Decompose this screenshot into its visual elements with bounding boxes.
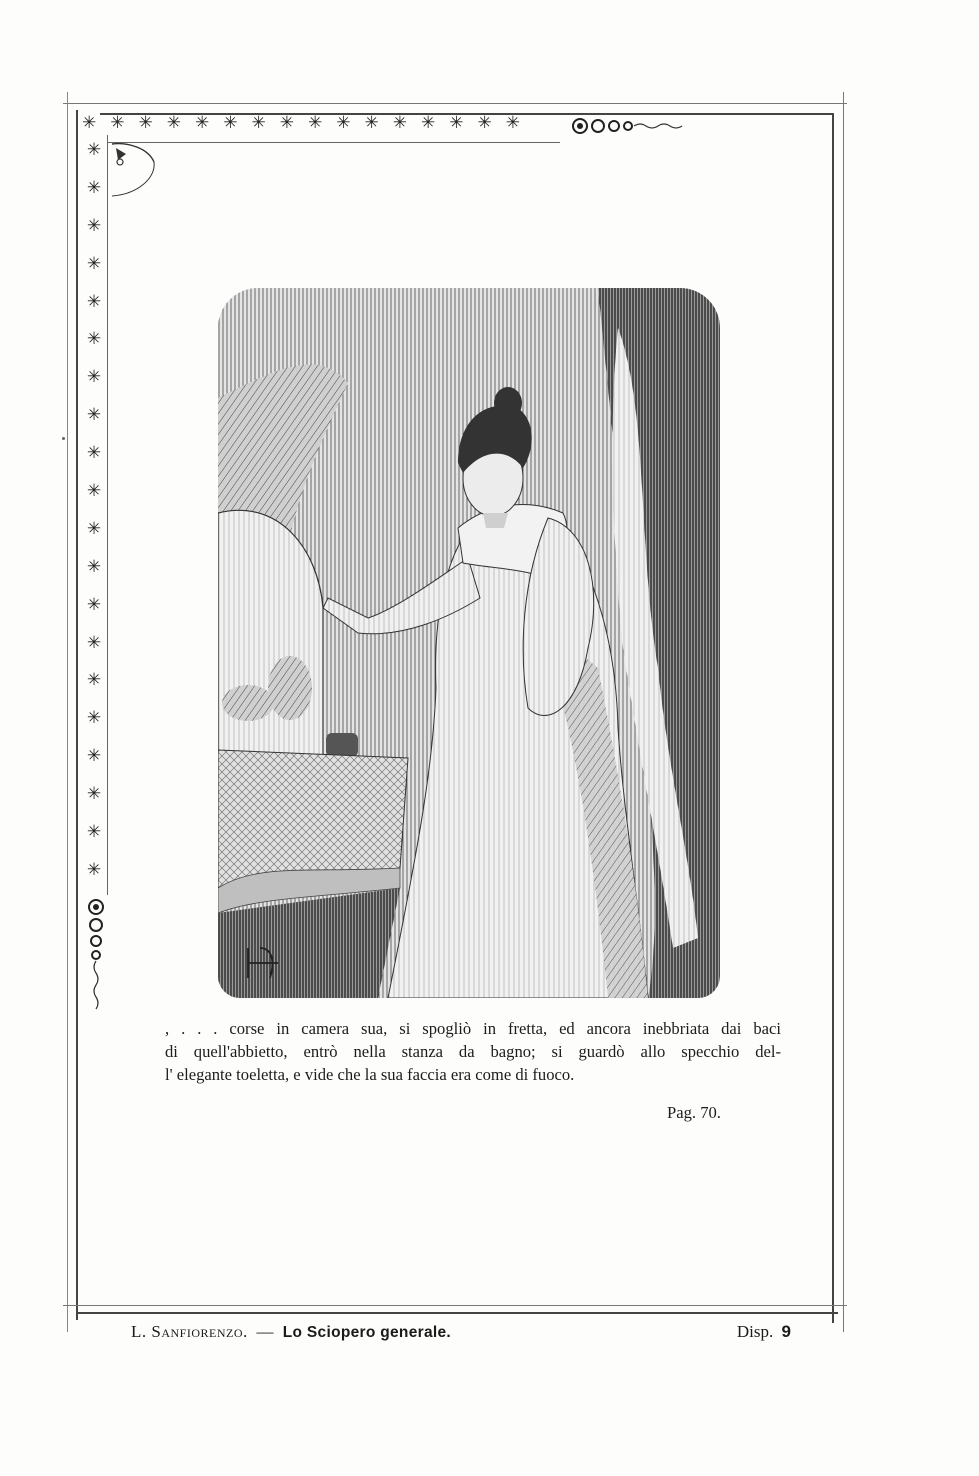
corner-flourish-icon bbox=[108, 138, 158, 198]
page-reference: Pag. 70. bbox=[667, 1103, 721, 1122]
frame-right-outer-rule bbox=[843, 92, 844, 1332]
star-ornament-icon: ✳ bbox=[82, 113, 97, 133]
star-ornament-icon: ✳ bbox=[251, 113, 266, 133]
frame-right-inner-rule bbox=[832, 113, 834, 1323]
book-title: Lo Sciopero generale. bbox=[282, 1324, 451, 1341]
illustration-caption bbox=[165, 1017, 781, 1086]
star-ornament-icon: ✳ bbox=[86, 405, 102, 426]
author-surname: Sanfiorenzo. bbox=[151, 1322, 248, 1341]
star-ornament-icon: ✳ bbox=[86, 291, 102, 312]
star-ornament-icon: ✳ bbox=[336, 113, 351, 133]
star-ornament-icon: ✳ bbox=[195, 113, 210, 133]
frame-bottom-outer-rule bbox=[63, 1305, 847, 1306]
dispensa-marker bbox=[737, 1322, 791, 1342]
ornament-inner-top-rule bbox=[108, 142, 560, 143]
star-ornament-icon: ✳ bbox=[166, 113, 181, 133]
star-ornament-icon: ✳ bbox=[477, 113, 492, 133]
star-ornament-icon: ✳ bbox=[86, 481, 102, 502]
dispensa-number: 9 bbox=[781, 1322, 791, 1341]
caption-line: , . . . corse in camera sua, si spogliò in fretta, ed ancora inebbriata dai baci bbox=[165, 1019, 781, 1038]
star-ornament-icon: ✳ bbox=[223, 113, 238, 133]
star-ornament-icon: ✳ bbox=[86, 329, 102, 350]
dispensa-label: Disp. bbox=[736, 1322, 774, 1341]
star-ornament-icon: ✳ bbox=[86, 443, 102, 464]
frame-bottom-inner-rule bbox=[78, 1312, 838, 1314]
star-ornament-icon: ✳ bbox=[86, 253, 102, 274]
caption-line: l' elegante toeletta, e vide che la sua faccia era come di fuoco. bbox=[165, 1065, 575, 1084]
engraving-woman-at-mirror-icon bbox=[218, 288, 720, 998]
star-ornament-icon: ✳ bbox=[86, 859, 102, 880]
scroll-flourish-left-icon bbox=[84, 895, 108, 1025]
star-ornament-icon: ✳ bbox=[86, 177, 102, 198]
footer-separator: — bbox=[256, 1322, 275, 1341]
star-ornament-icon: ✳ bbox=[86, 140, 102, 160]
star-ornament-icon: ✳ bbox=[86, 784, 102, 805]
star-ornament-icon: ✳ bbox=[364, 113, 379, 133]
frame-left-inner-rule bbox=[76, 110, 78, 1320]
star-ornament-icon: ✳ bbox=[86, 670, 102, 691]
scroll-flourish-icon bbox=[568, 114, 693, 138]
star-ornament-icon: ✳ bbox=[449, 113, 464, 133]
star-ornament-icon: ✳ bbox=[86, 518, 102, 539]
top-ornament-border bbox=[82, 110, 554, 136]
engraving-illustration bbox=[218, 288, 720, 998]
author-initial: L. bbox=[131, 1322, 147, 1341]
star-ornament-icon: ✳ bbox=[138, 113, 153, 133]
star-ornament-icon: ✳ bbox=[110, 113, 125, 133]
star-ornament-icon: ✳ bbox=[279, 113, 294, 133]
star-ornament-icon: ✳ bbox=[308, 113, 323, 133]
frame-top-outer-rule bbox=[63, 103, 847, 104]
left-ornament-border bbox=[81, 140, 107, 880]
star-ornament-icon: ✳ bbox=[421, 113, 436, 133]
ornament-inner-left-rule bbox=[107, 135, 108, 895]
star-ornament-icon: ✳ bbox=[86, 556, 102, 577]
caption-line: di quell'abbietto, entrò nella stanza da bagno; si guardò allo specchio del- bbox=[165, 1042, 781, 1061]
star-ornament-icon: ✳ bbox=[86, 632, 102, 653]
star-ornament-icon: ✳ bbox=[392, 113, 407, 133]
star-ornament-icon: ✳ bbox=[86, 746, 102, 767]
star-ornament-icon: ✳ bbox=[86, 708, 102, 729]
page-footer bbox=[131, 1322, 791, 1350]
star-ornament-icon: ✳ bbox=[86, 367, 102, 388]
star-ornament-icon: ✳ bbox=[86, 215, 102, 236]
star-ornament-icon: ✳ bbox=[86, 594, 102, 615]
ink-speck bbox=[62, 437, 65, 440]
frame-left-outer-rule bbox=[67, 92, 68, 1332]
star-ornament-icon: ✳ bbox=[505, 113, 520, 133]
footer-author-title bbox=[131, 1322, 451, 1342]
star-ornament-icon: ✳ bbox=[86, 822, 102, 843]
